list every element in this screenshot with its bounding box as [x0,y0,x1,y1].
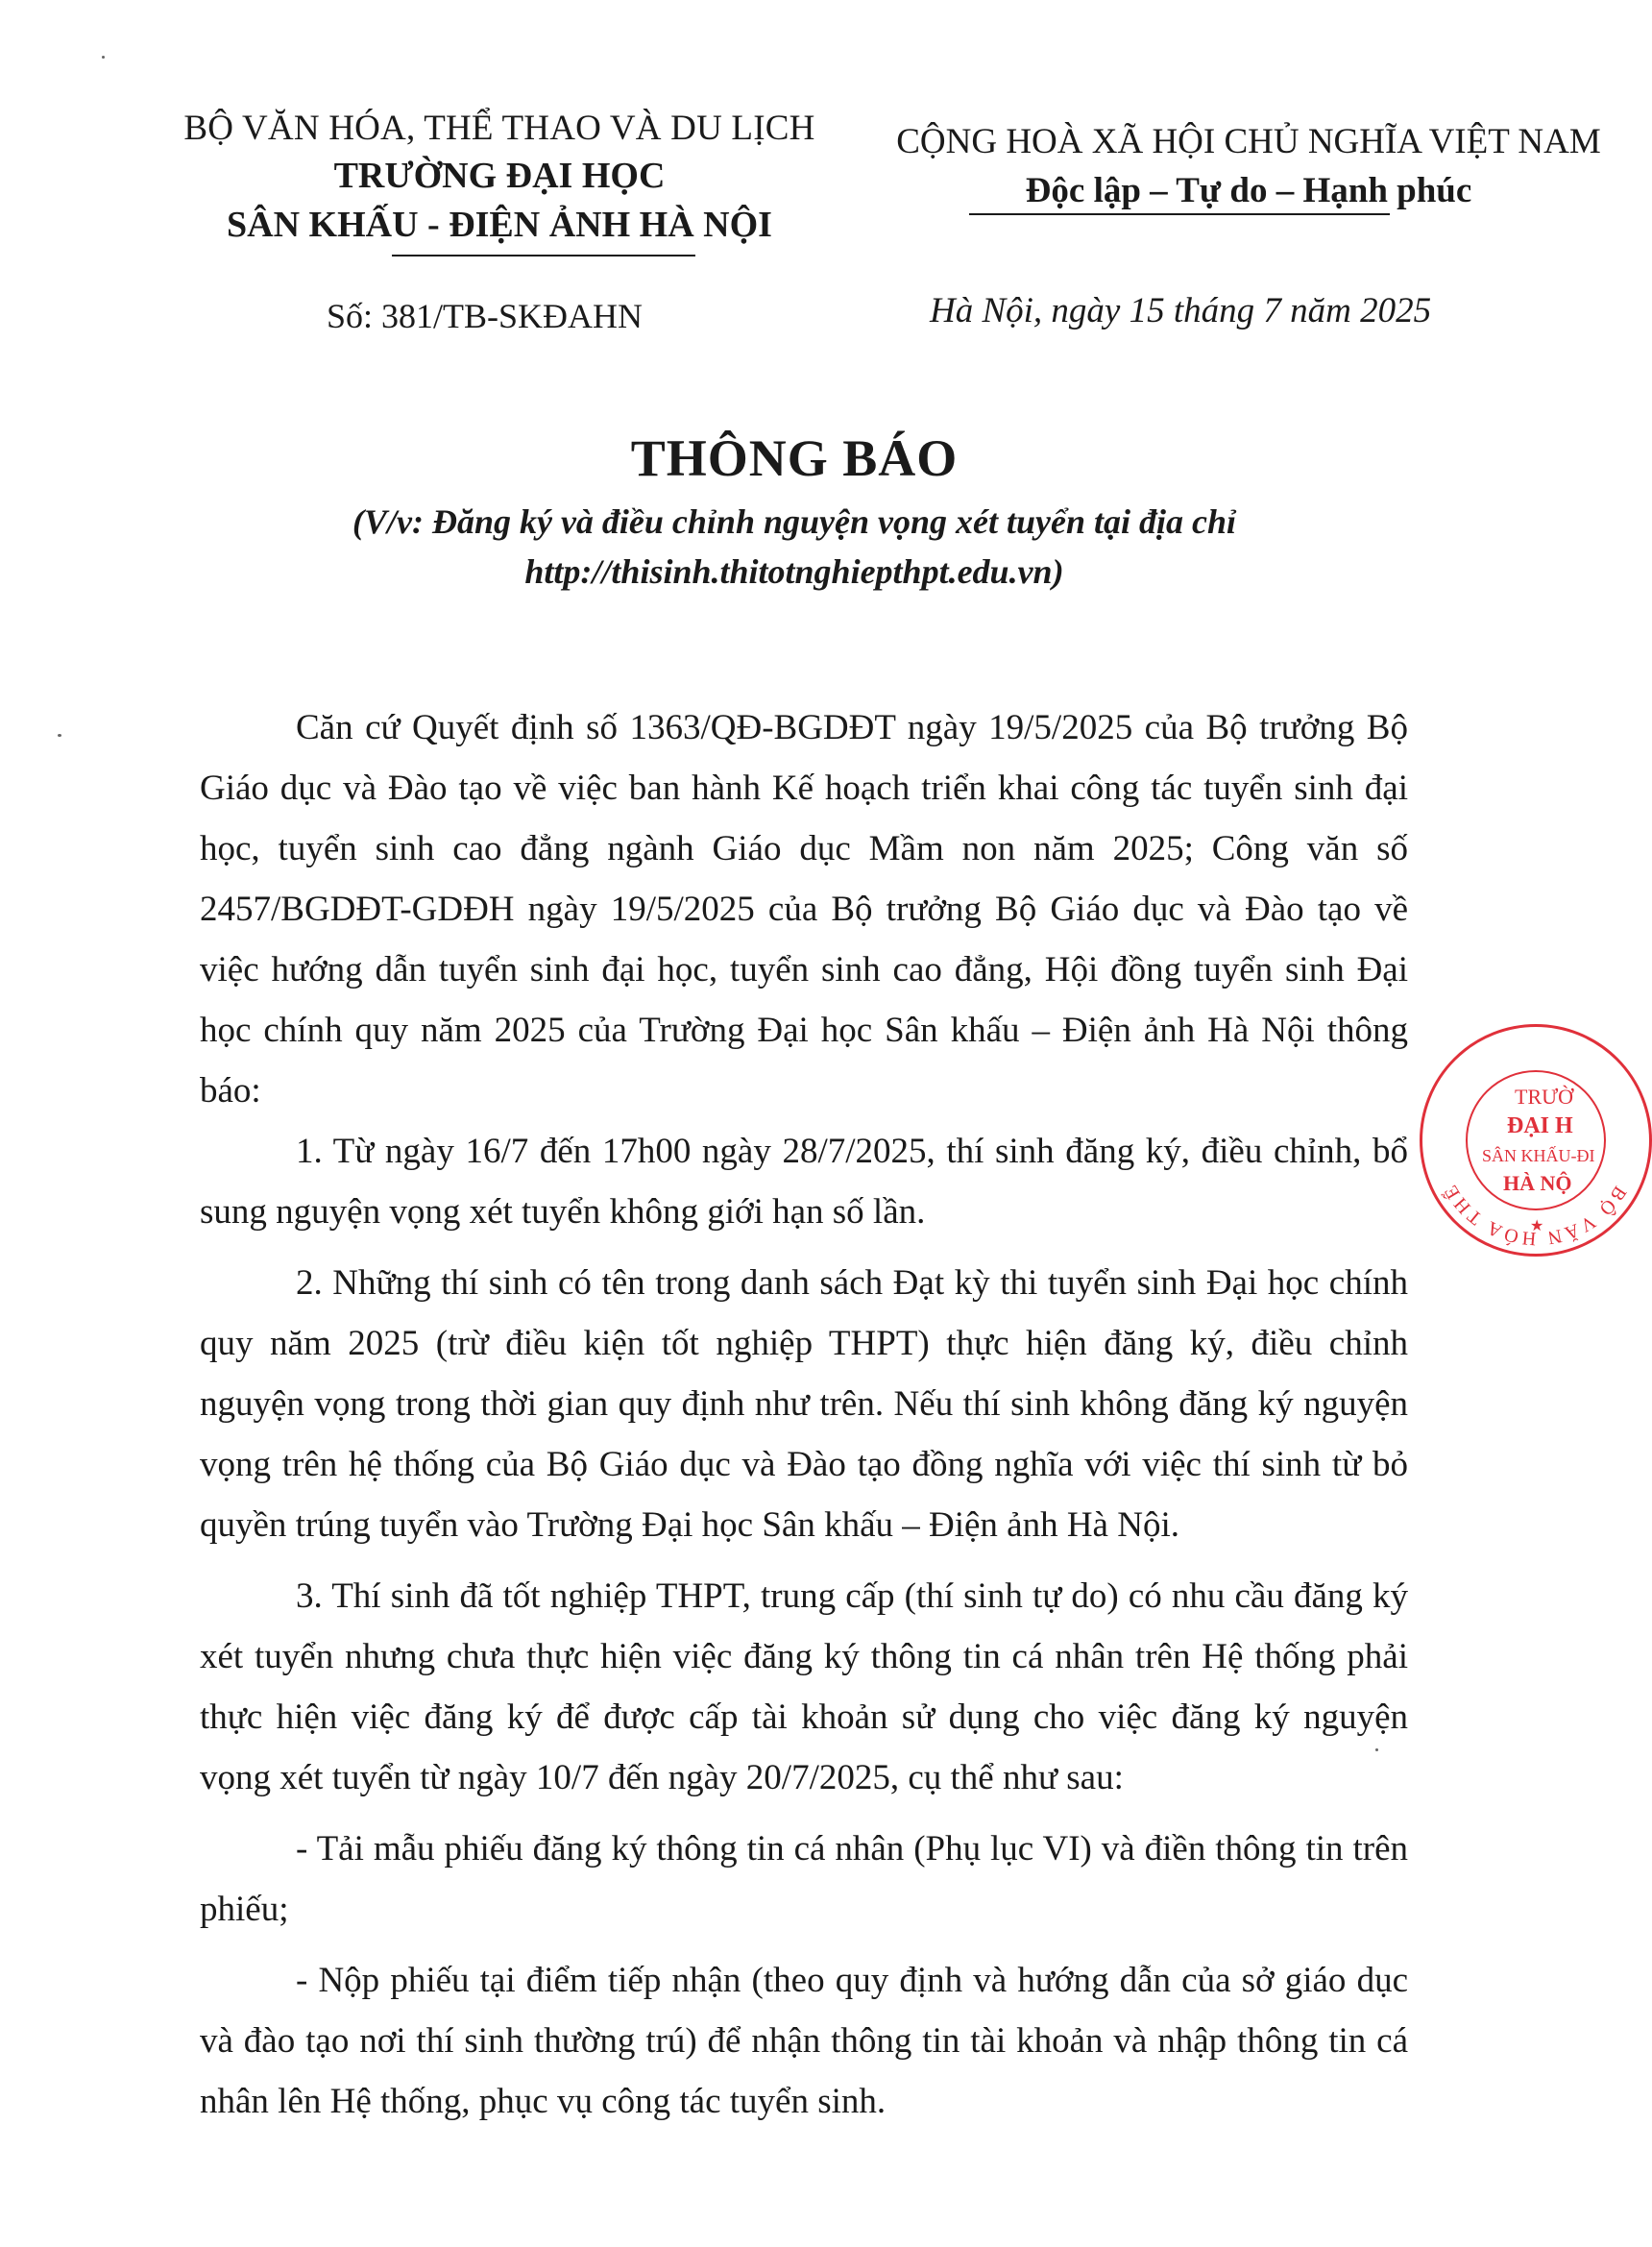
scan-speck [102,56,105,59]
scan-speck [1375,1748,1378,1751]
notice-title: THÔNG BÁO [630,429,959,487]
motto: Độc lập – Tự do – Hạnh phúc [1025,171,1472,210]
notice-body [200,697,1408,2132]
seal-ring-text: BỘ VĂN HÓA THỂ [1439,1179,1631,1250]
official-seal [1420,1024,1652,1257]
school-name-line2: SÂN KHẤU - ĐIỆN ẢNH HÀ NỘI [227,205,772,245]
item-1-paragraph: 1. Từ ngày 16/7 đến 17h00 ngày 28/7/2025, thí sinh đăng ký, điều chỉnh, bổ sung nguyện vọng xét tuyển không giới hạn số lần. [200,1132,1408,1232]
seal-text-1: TRƯỜ [1515,1085,1574,1109]
document-number: Số: 381/TB-SKĐAHN [327,297,644,335]
seal-text-4: HÀ NỘ [1503,1171,1572,1195]
seal-star-icon: ★ [1530,1216,1544,1234]
bullet-2-paragraph: - Nộp phiếu tại điểm tiếp nhận (theo quy định và hướng dẫn của sở giáo dục và đào tạo nơi thí sinh thường trú) để nhận thông tin tài khoản và nhập thông tin cá nhân lên Hệ thống, phục vụ công tác tuyển sinh. [200,1961,1408,2121]
notice-subtitle-line2: http://thisinh.thitotnghiepthpt.edu.vn) [524,552,1064,591]
bullet-1-paragraph: - Tải mẫu phiếu đăng ký thông tin cá nhân (Phụ lục VI) và điền thông tin trên phiếu; [200,1829,1408,1929]
document-date: Hà Nội, ngày 15 tháng 7 năm 2025 [930,291,1432,330]
intro-paragraph: Căn cứ Quyết định số 1363/QĐ-BGDĐT ngày 19/5/2025 của Bộ trưởng Bộ Giáo dục và Đào tạo về việc ban hành Kế hoạch triển khai công tác tuyển sinh đại học, tuyển sinh cao đẳng ngành Giáo dục Mầm non năm 2025; Công văn số 2457/BGDĐT-GDĐH ngày 19/5/2025 của Bộ trưởng Bộ Giáo dục và Đào tạo về việc hướng dẫn tuyển sinh đại học, tuyển sinh cao đẳng, Hội đồng tuyển sinh Đại học chính quy năm 2025 của Trường Đại học Sân khấu – Điện ảnh Hà Nội thông báo: [200,708,1408,1111]
seal-text-2: ĐẠI H [1507,1113,1573,1138]
ministry-name: BỘ VĂN HÓA, THỂ THAO VÀ DU LỊCH [183,109,815,148]
notice-subtitle-line1: (V/v: Đăng ký và điều chỉnh nguyện vọng xét tuyển tại địa chỉ [352,502,1236,541]
motto-underline [969,213,1390,215]
scan-speck [58,734,61,737]
item-2-paragraph: 2. Những thí sinh có tên trong danh sách Đạt kỳ thi tuyển sinh Đại học chính quy năm 2025 (trừ điều kiện tốt nghiệp THPT) thực hiện đăng ký, điều chỉnh nguyện vọng trong thời gian quy định như trên. Nếu thí sinh không đăng ký nguyện vọng trên hệ thống của Bộ Giáo dục và Đào tạo đồng nghĩa với việc thí sinh từ bỏ quyền trúng tuyển vào Trường Đại học Sân khấu – Điện ảnh Hà Nội. [200,1263,1408,1545]
seal-text-3: SÂN KHẤU-ĐI [1482,1146,1595,1165]
school-name-line1: TRƯỜNG ĐẠI HỌC [333,156,666,196]
school-underline [392,255,695,256]
seal-graphic [1422,1027,1649,1254]
item-3-paragraph: 3. Thí sinh đã tốt nghiệp THPT, trung cấp (thí sinh tự do) có nhu cầu đăng ký xét tuyển nhưng chưa thực hiện việc đăng ký thông tin cá nhân trên Hệ thống phải thực hiện việc đăng ký để được cấp tài khoản sử dụng cho việc đăng ký nguyện vọng xét tuyển từ ngày 10/7 đến ngày 20/7/2025, cụ thể như sau: [200,1576,1408,1797]
country-name: CỘNG HOÀ XÃ HỘI CHỦ NGHĨA VIỆT NAM [896,122,1601,161]
